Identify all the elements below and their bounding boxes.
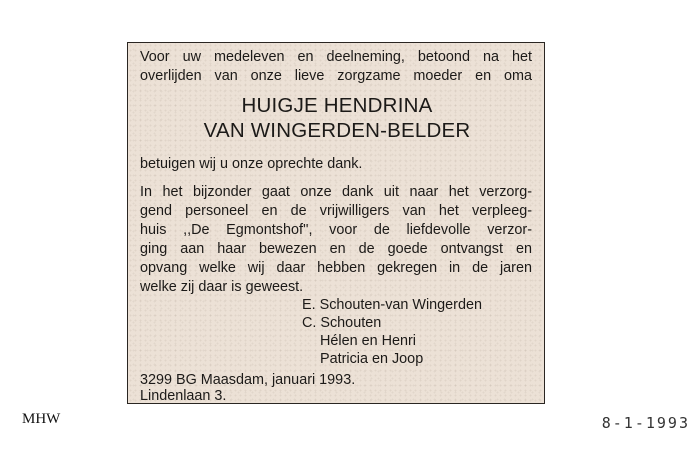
street-address-line: Lindenlaan 3.: [140, 388, 227, 404]
body-line-4: ging aan haar bewezen en de goede ontvangst en: [140, 241, 532, 257]
thanks-line: betuigen wij u onze oprechte dank.: [140, 156, 363, 172]
intro-line-1: Voor uw medeleven en deelneming, betoond na het: [140, 49, 532, 65]
source-label: MHW: [22, 411, 61, 427]
signatory-3: Hélen en Henri: [320, 333, 416, 349]
signatory-1: E. Schouten-van Wingerden: [302, 297, 482, 313]
body-line-6: welke zij daar is geweest.: [140, 279, 304, 295]
body-line-3: huis ,,De Egmontshof'', voor de liefdevolle verzor-: [140, 222, 532, 238]
body-line-5: opvang welke wij daar hebben gekregen in de jaren: [140, 260, 532, 276]
obituary-clipping: [127, 42, 545, 404]
body-line-2: gend personeel en de vrijwilligers van het verpleeg-: [140, 203, 532, 219]
signatory-4: Patricia en Joop: [320, 351, 424, 367]
intro-line-2: overlijden van onze lieve zorgzame moeder en oma: [140, 68, 532, 84]
deceased-name-line-1: HUIGJE HENDRINA: [241, 94, 433, 117]
deceased-name-line-2: VAN WINGERDEN-BELDER: [203, 119, 471, 142]
archive-date-stamp: 8-1-1993: [601, 414, 690, 432]
signatory-2: C. Schouten: [302, 315, 382, 331]
place-date-line: 3299 BG Maasdam, januari 1993.: [140, 372, 356, 388]
body-line-1: In het bijzonder gaat onze dank uit naar het verzorg-: [140, 184, 532, 200]
